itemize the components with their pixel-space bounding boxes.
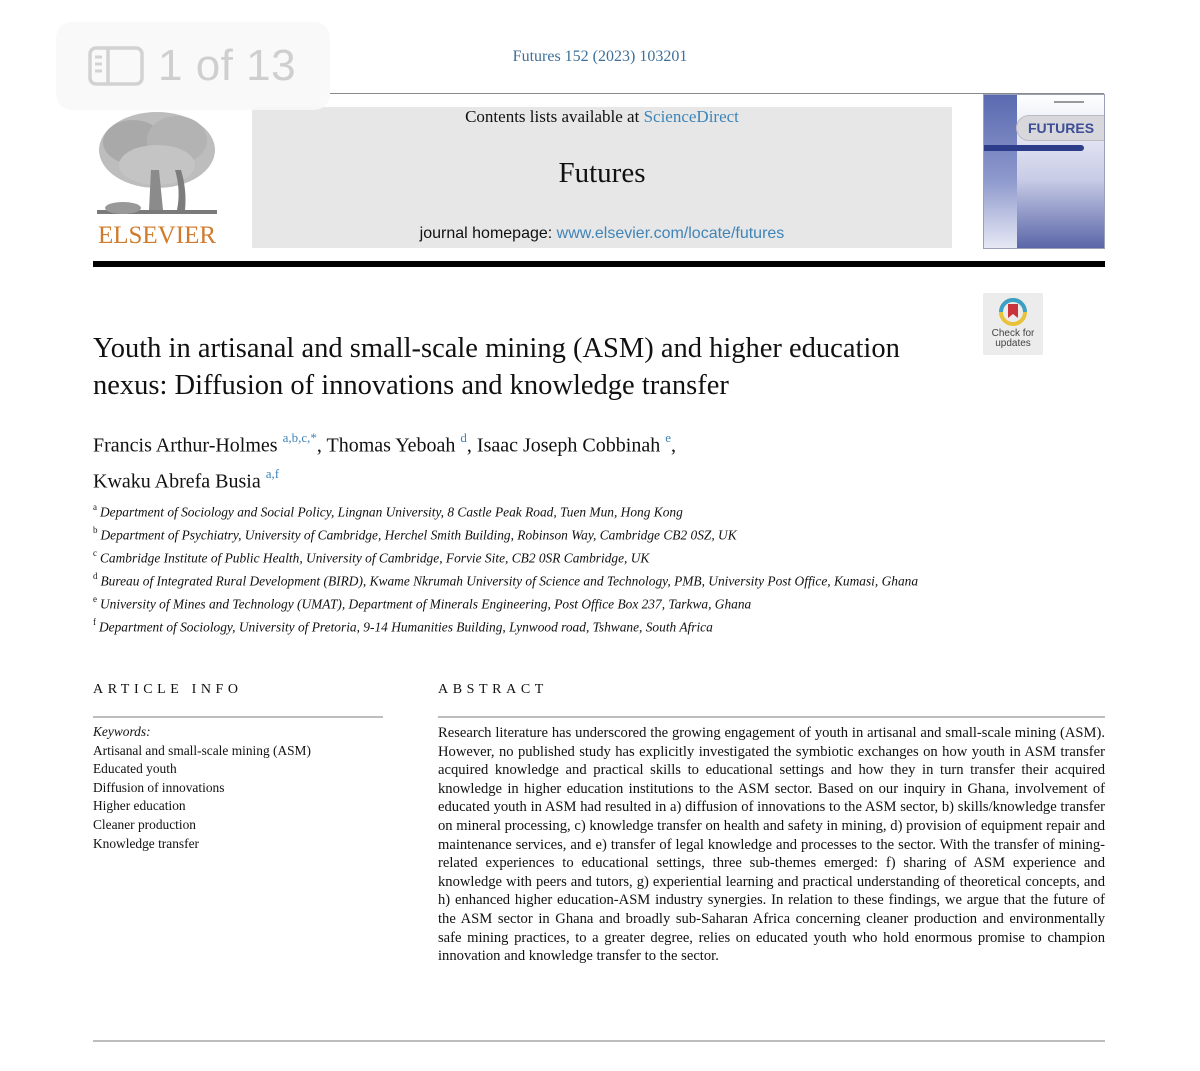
crossmark-icon — [998, 297, 1028, 327]
author-name[interactable]: Kwaku Abrefa Busia — [93, 470, 261, 493]
affiliation-item — [93, 568, 953, 591]
affiliation-key: a — [93, 502, 97, 512]
affiliation-item — [93, 522, 953, 545]
keyword-item: Cleaner production — [93, 816, 196, 832]
author-affiliation-marks[interactable]: a,f — [265, 465, 280, 481]
affiliation-key: e — [93, 593, 97, 604]
affiliation-text: Bureau of Integrated Rural Development (BIRD), Kwame Nkrumah University of Science and Technology, PMB, University Post Office, Kumasi, Ghana — [100, 573, 919, 589]
journal-name: Futures — [558, 157, 646, 189]
author-name[interactable]: Thomas Yeboah — [326, 434, 456, 457]
keywords-list — [93, 723, 393, 853]
journal-citation[interactable]: Futures 152 (2023) 103201 — [512, 48, 688, 65]
affiliation-item — [93, 591, 953, 614]
keyword-item: Diffusion of innovations — [93, 779, 225, 795]
affiliation-item — [93, 614, 953, 637]
contents-prefix: Contents lists available at — [465, 107, 644, 126]
page-indicator[interactable] — [56, 22, 330, 110]
article-info-divider — [93, 716, 383, 718]
author-affiliation-marks[interactable]: e — [665, 430, 671, 445]
affiliation-text: Cambridge Institute of Public Health, University of Cambridge, Forvie Site, CB2 0SR Cambridge, UK — [100, 550, 650, 566]
masthead-rule — [93, 261, 1105, 267]
journal-homepage-link[interactable]: www.elsevier.com/locate/futures — [556, 225, 785, 242]
affiliation-text: University of Mines and Technology (UMAT), Department of Minerals Engineering, Post Office Box 237, Tarkwa, Ghana — [100, 596, 752, 612]
crossmark-label: Check for updates — [991, 328, 1035, 349]
abstract-heading: ABSTRACT — [438, 682, 548, 697]
affiliation-item — [93, 545, 953, 568]
keywords-label: Keywords: — [93, 724, 151, 739]
abstract-text: Research literature has underscored the growing engagement of youth in artisanal and small-scale mining (ASM). However, no published study has explicitly investigated the symbiotic exchanges on how youth in ASM transfer acquired knowledge and practical skills to educational settings and how they in turn transfer their acquired knowledge in higher education institutions to the ASM sector. Based on our inquiry in Ghana, involvement of educated youth in ASM had resulted in a) diffusion of innovations to the ASM sector, b) skills/knowledge transfer on mineral processing, c) knowledge transfer on health and safety in mining, d) provision of equipment repair and maintenance services, and e) transfer of legal knowledge and processes to the sector. With the transfer of mining-related experiences to educational settings, three sub-themes emerged: f) sharing of ASM experience and knowledge with peers and tutors, g) experiential learning and practical understanding of theoretical concepts, and h) enhanced higher education-ASM industry synergies. In relation to these findings, we argue that the future of the ASM sector in Ghana and broadly sub-Saharan Africa concerning cleaner production and environmentally safe mining practices, to a greater degree, relies on educated youth who hold enormous promise to champion innovation and knowledge transfer to the sector. — [438, 725, 1105, 965]
homepage-line — [252, 225, 952, 243]
article-info-heading: ARTICLE INFO — [93, 682, 243, 697]
keyword-item: Knowledge transfer — [93, 835, 199, 851]
keyword-item: Educated youth — [93, 761, 177, 777]
keyword-item: Higher education — [93, 798, 186, 814]
sidebar-toggle-icon[interactable] — [88, 46, 144, 86]
affiliation-item — [93, 499, 953, 522]
article-title: Youth in artisanal and small-scale mining (ASM) and higher education nexus: Diffusion of innovations and knowledge transfer — [93, 333, 900, 401]
affiliation-key: d — [93, 570, 98, 581]
author-name[interactable]: Isaac Joseph Cobbinah — [476, 434, 661, 457]
author-list: Francis Arthur-Holmes $^{a,b,c,*}$, Thomas Yeboah $^d$, Isaac Joseph Cobbinah $^e$, Kwaku Abrefa Busia $^{a,f}$ — [93, 430, 676, 493]
check-for-updates-button[interactable] — [983, 293, 1043, 355]
author-name[interactable]: Francis Arthur-Holmes — [93, 434, 278, 457]
author-affiliation-marks[interactable]: d — [460, 430, 467, 445]
affiliation-list — [93, 499, 953, 637]
elsevier-wordmark: ELSEVIER — [97, 222, 217, 249]
affiliation-key: f — [93, 616, 96, 627]
cover-issn — [1054, 101, 1084, 103]
abstract-divider — [438, 716, 1105, 718]
journal-masthead — [252, 107, 952, 248]
sciencedirect-link[interactable]: ScienceDirect — [643, 107, 739, 126]
cover-side-band — [984, 95, 1017, 248]
affiliation-text: Department of Sociology and Social Policy, Lingnan University, 8 Castle Peak Road, Tuen Mun, Hong Kong — [100, 504, 683, 520]
page-number: 1 of 13 — [158, 41, 297, 90]
contents-line — [252, 107, 952, 127]
journal-cover-image — [983, 94, 1105, 249]
cover-title: FUTURES — [1016, 115, 1105, 141]
affiliation-key: b — [93, 524, 98, 535]
affiliation-text: Department of Psychiatry, University of Cambridge, Herchel Smith Building, Robinson Way, Cambridge CB2 0SZ, UK — [100, 527, 737, 543]
affiliation-text: Department of Sociology, University of Pretoria, 9-14 Humanities Building, Lynwood road, Tshwane, South Africa — [99, 619, 713, 635]
keyword-item: Artisanal and small-scale mining (ASM) — [93, 742, 311, 758]
cover-subtitle-band — [984, 145, 1084, 151]
author-affiliation-marks[interactable]: a,b,c,* — [282, 430, 317, 445]
affiliation-key: c — [93, 547, 97, 558]
homepage-prefix: journal homepage: — [419, 225, 557, 242]
abstract-bottom-divider — [93, 1040, 1105, 1042]
